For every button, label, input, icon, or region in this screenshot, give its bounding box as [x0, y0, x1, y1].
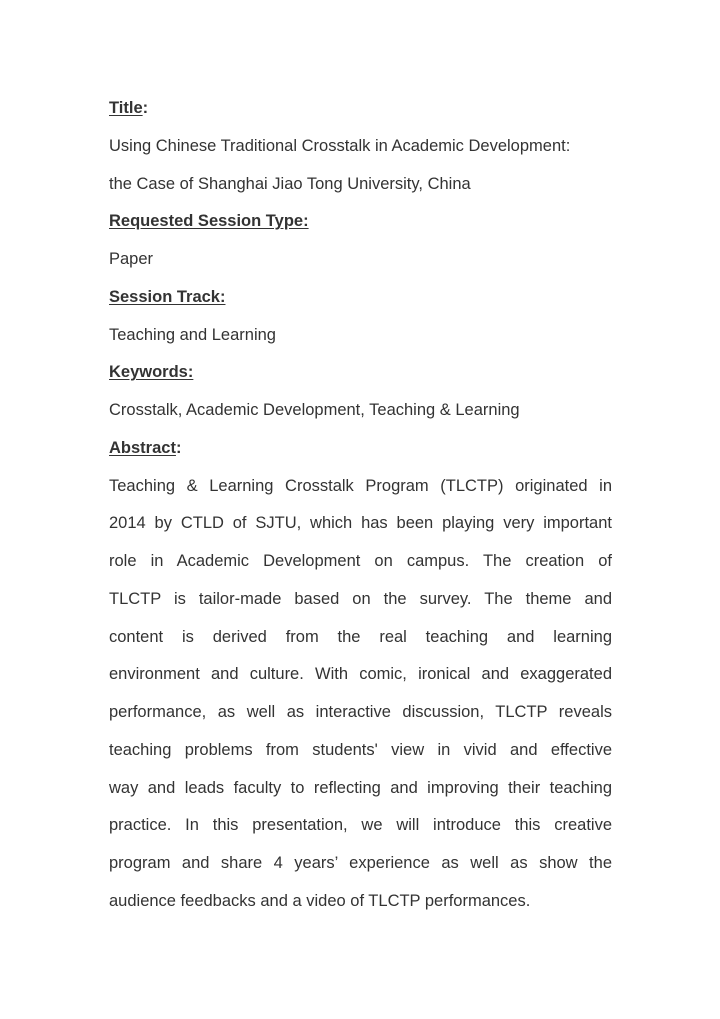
title-line-1: Using Chinese Traditional Crosstalk in Academic Development:: [109, 136, 571, 155]
abstract-line-5: content is derived from the real teaching and learning: [109, 627, 612, 646]
title-heading-label: Title: [109, 99, 143, 117]
abstract-heading: [109, 430, 612, 468]
title-heading-colon: :: [142, 99, 149, 117]
abstract-line-12: audience feedbacks and a video of TLCTP performances.: [109, 891, 531, 910]
session-track-value: Teaching and Learning: [109, 325, 276, 344]
session-track-heading-label: Session Track:: [109, 287, 226, 306]
abstract-line-6: environment and culture. With comic, ironical and exaggerated: [109, 665, 612, 684]
abstract-heading-label: Abstract: [109, 438, 176, 457]
abstract-line-10: practice. In this presentation, we will introduce this creative: [109, 816, 612, 835]
abstract-line-8: teaching problems from students' view in vivid and effective: [109, 740, 612, 759]
abstract-line-9: way and leads faculty to reflecting and improving their teaching: [109, 778, 612, 797]
session-type-value: Paper: [109, 250, 154, 268]
abstract-line-7: performance, as well as interactive discussion, TLCTP reveals: [109, 703, 612, 721]
session-type-heading: [109, 203, 612, 241]
abstract-line-11: program and share 4 years’ experience as well as show the: [109, 854, 612, 872]
session-type-heading-label: Requested Session Type:: [109, 212, 309, 231]
abstract-line-4: TLCTP is tailor-made based on the survey. The theme and: [109, 589, 612, 608]
title-heading: [109, 90, 612, 128]
abstract-heading-colon: :: [175, 438, 182, 457]
keywords-heading-label: Keywords:: [109, 363, 194, 382]
document-page: [109, 90, 612, 921]
abstract-line-2: 2014 by CTLD of SJTU, which has been playing very important: [109, 514, 612, 533]
title-line-2: the Case of Shanghai Jiao Tong University, China: [109, 174, 471, 193]
session-track-heading: [109, 279, 612, 317]
abstract-line-1: Teaching & Learning Crosstalk Program (TLCTP) originated in: [109, 476, 612, 495]
keywords-value: Crosstalk, Academic Development, Teaching & Learning: [109, 401, 520, 419]
keywords-heading: [109, 354, 612, 392]
abstract-line-3: role in Academic Development on campus. The creation of: [109, 552, 612, 570]
